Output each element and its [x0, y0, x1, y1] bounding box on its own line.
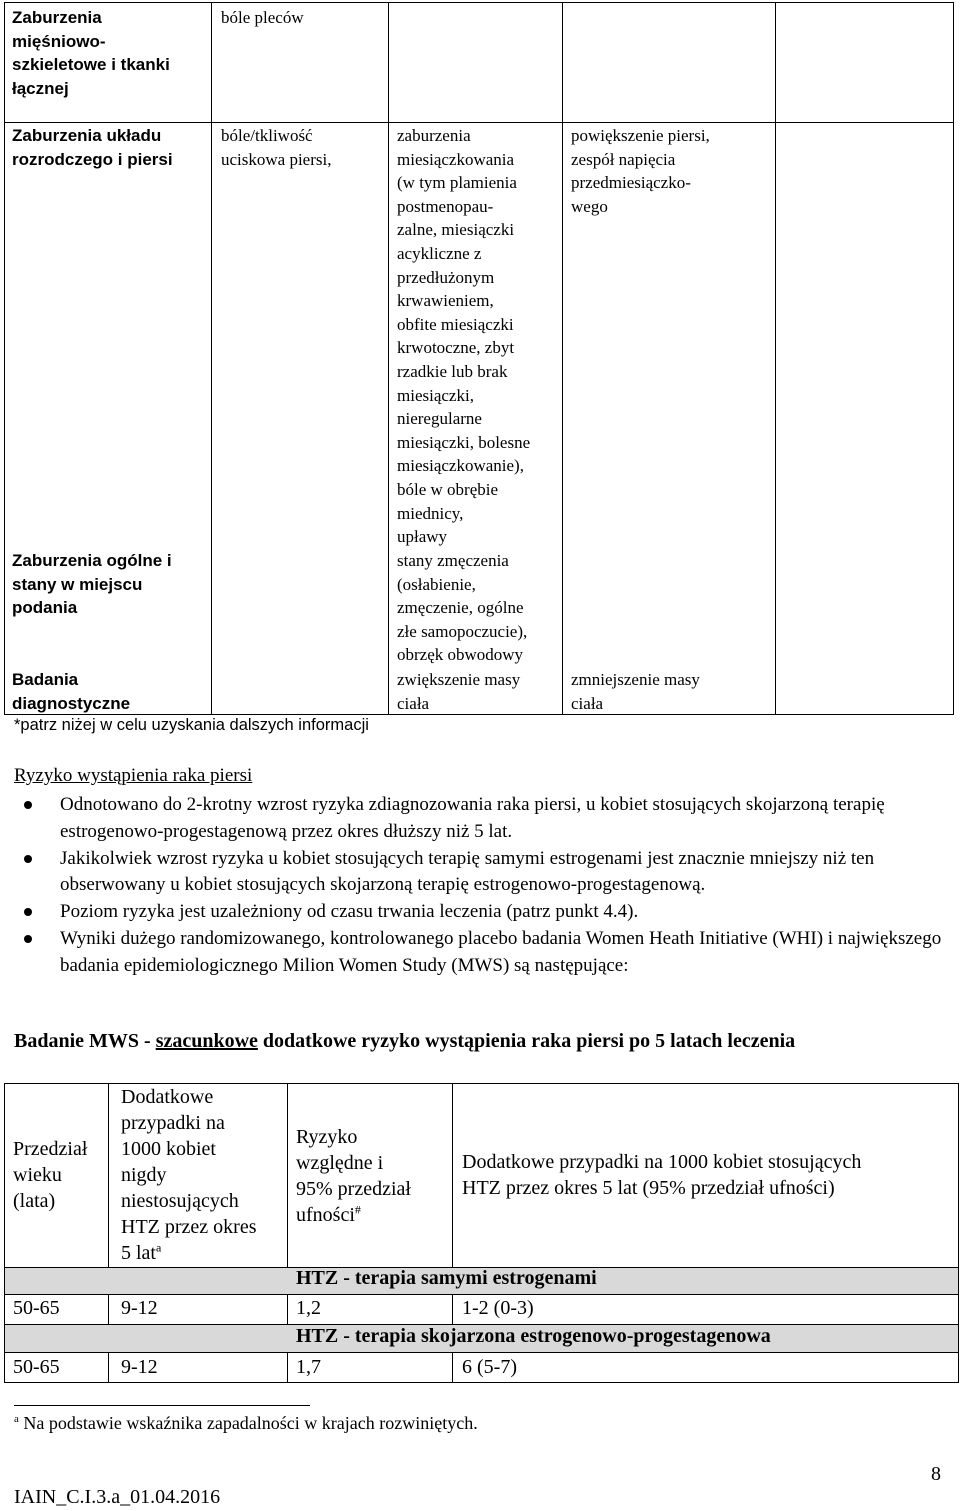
table-col-divider — [108, 1083, 109, 1268]
effect-back-pain: bóle pleców — [221, 8, 304, 27]
row-baseline: 9-12 — [121, 1356, 158, 1378]
section-title-estrogen-only: HTZ - terapia samymi estrogenami — [296, 1267, 597, 1289]
table-border-right — [953, 2, 954, 715]
bullet-icon — [24, 855, 32, 863]
section-title-combined: HTZ - terapia skojarzona estrogenowo-progestagenowa — [296, 1325, 771, 1347]
list-item: Wyniki dużego randomizowanego, kontrolowanego placebo badania Women Heath Initiative (WHI) i największego badania epidemiologicznego Milion Women Study (MWS) są następujące: — [14, 926, 944, 979]
header-extra-cases: Dodatkowe przypadki na 1000 kobiet stosujących HTZ przez okres 5 lat (95% przedział ufności) — [462, 1151, 862, 1199]
table-border-right — [958, 1083, 959, 1383]
row-extra-cases: 1-2 (0-3) — [462, 1297, 534, 1319]
page-number: 8 — [931, 1463, 941, 1485]
table-col-divider — [287, 1294, 288, 1325]
table-border-bottom — [4, 1382, 959, 1383]
table-row-divider — [4, 1352, 959, 1353]
table-col-divider — [388, 2, 389, 715]
header-age-range: Przedział wieku (lata) — [13, 1138, 88, 1212]
footnote-a: $^a$ Na podstawie wskaźnika zapadalności w krajach rozwiniętych. — [14, 1413, 478, 1433]
table-heading: Badanie MWS - szacunkowe dodatkowe ryzyko wystąpienia raka piersi po 5 latach leczenia — [14, 1030, 796, 1052]
table-col-divider — [211, 2, 212, 715]
table-col-divider — [108, 1294, 109, 1325]
adverse-effects-table — [4, 2, 954, 716]
organ-class-investigations: Badania diagnostyczne — [12, 670, 131, 713]
bullet-icon — [24, 908, 32, 916]
row-relative-risk: 1,2 — [296, 1297, 321, 1319]
footnote-separator — [14, 1405, 310, 1406]
table-border-top — [4, 2, 954, 3]
table-col-divider — [108, 1352, 109, 1383]
table-col-divider — [775, 2, 776, 715]
effect-weight-increase: zwiększenie masy ciała — [397, 670, 521, 713]
table-border-left — [4, 1083, 5, 1383]
list-item: Odnotowano do 2-krotny wzrost ryzyka zdiagnozowania raka piersi, u kobiet stosujących skojarzoną terapię estrogenowo-progestagenową przez okres dłuższy niż 5 lat. — [14, 792, 944, 845]
table-col-divider — [562, 2, 563, 715]
header-relative-risk: Ryzyko względne i 95% przedział ufności# — [296, 1126, 411, 1226]
row-relative-risk: 1,7 — [296, 1356, 321, 1378]
table-row-divider — [4, 122, 954, 123]
bullet-icon — [24, 935, 32, 943]
row-age: 50-65 — [13, 1356, 60, 1378]
table-col-divider — [452, 1294, 453, 1325]
section-heading: Ryzyko wystąpienia raka piersi — [14, 765, 253, 786]
header-baseline-cases: Dodatkowe przypadki na 1000 kobiet nigdy niestosujących HTZ przez okres 5 lat$^a$ — [121, 1086, 257, 1264]
effect-weight-decrease: zmniejszenie masy ciała — [571, 670, 700, 713]
bullet-list — [14, 792, 944, 980]
table-col-divider — [452, 1083, 453, 1268]
list-item: Jakikolwiek wzrost ryzyka u kobiet stosujących terapię samymi estrogenami jest znacznie mniejszy niż ten obserwowany u kobiet stosujących skojarzoną terapię estrogenowo-progestagenową. — [14, 846, 944, 899]
table-col-divider — [452, 1352, 453, 1383]
organ-class-reproductive: Zaburzenia układu rozrodczego i piersi — [12, 126, 173, 169]
organ-class-general: Zaburzenia ogólne i stany w miejscu podania — [12, 551, 172, 618]
table-col-divider — [287, 1083, 288, 1268]
bullet-icon — [24, 801, 32, 809]
organ-class-musculoskeletal: Zaburzenia mięśniowo- szkieletowe i tkanki łącznej — [12, 8, 170, 98]
table-col-divider — [287, 1352, 288, 1383]
row-age: 50-65 — [13, 1297, 60, 1319]
effect-breast-pain: bóle/tkliwość uciskowa piersi, — [221, 126, 332, 169]
row-baseline: 9-12 — [121, 1297, 158, 1319]
document-id: IAIN_C.I.3.a_01.04.2016 — [14, 1486, 221, 1508]
star-footnote: *patrz niżej w celu uzyskania dalszych informacji — [14, 716, 369, 734]
row-extra-cases: 6 (5-7) — [462, 1356, 517, 1378]
effect-fatigue: stany zmęczenia (osłabienie, zmęczenie, ogólne złe samopoczucie), obrzęk obwodowy — [397, 551, 528, 665]
mws-risk-table — [4, 1083, 959, 1383]
list-item: Poziom ryzyka jest uzależniony od czasu trwania leczenia (patrz punkt 4.4). — [14, 899, 944, 926]
effect-breast-enlargement: powiększenie piersi, zespół napięcia przedmiesiączko- wego — [571, 126, 710, 216]
table-border-left — [4, 2, 5, 715]
effect-menstrual-disorders: zaburzenia miesiączkowania (w tym plamienia postmenopau- zalne, miesiączki acykliczne z przedłużonym krwawieniem, obfite miesiączki krwotoczne, zbyt rzadkie lub brak miesiączki, nieregularne miesiączki, bolesne miesiączkowanie), bóle w obrębie miednicy, upławy — [397, 126, 531, 547]
